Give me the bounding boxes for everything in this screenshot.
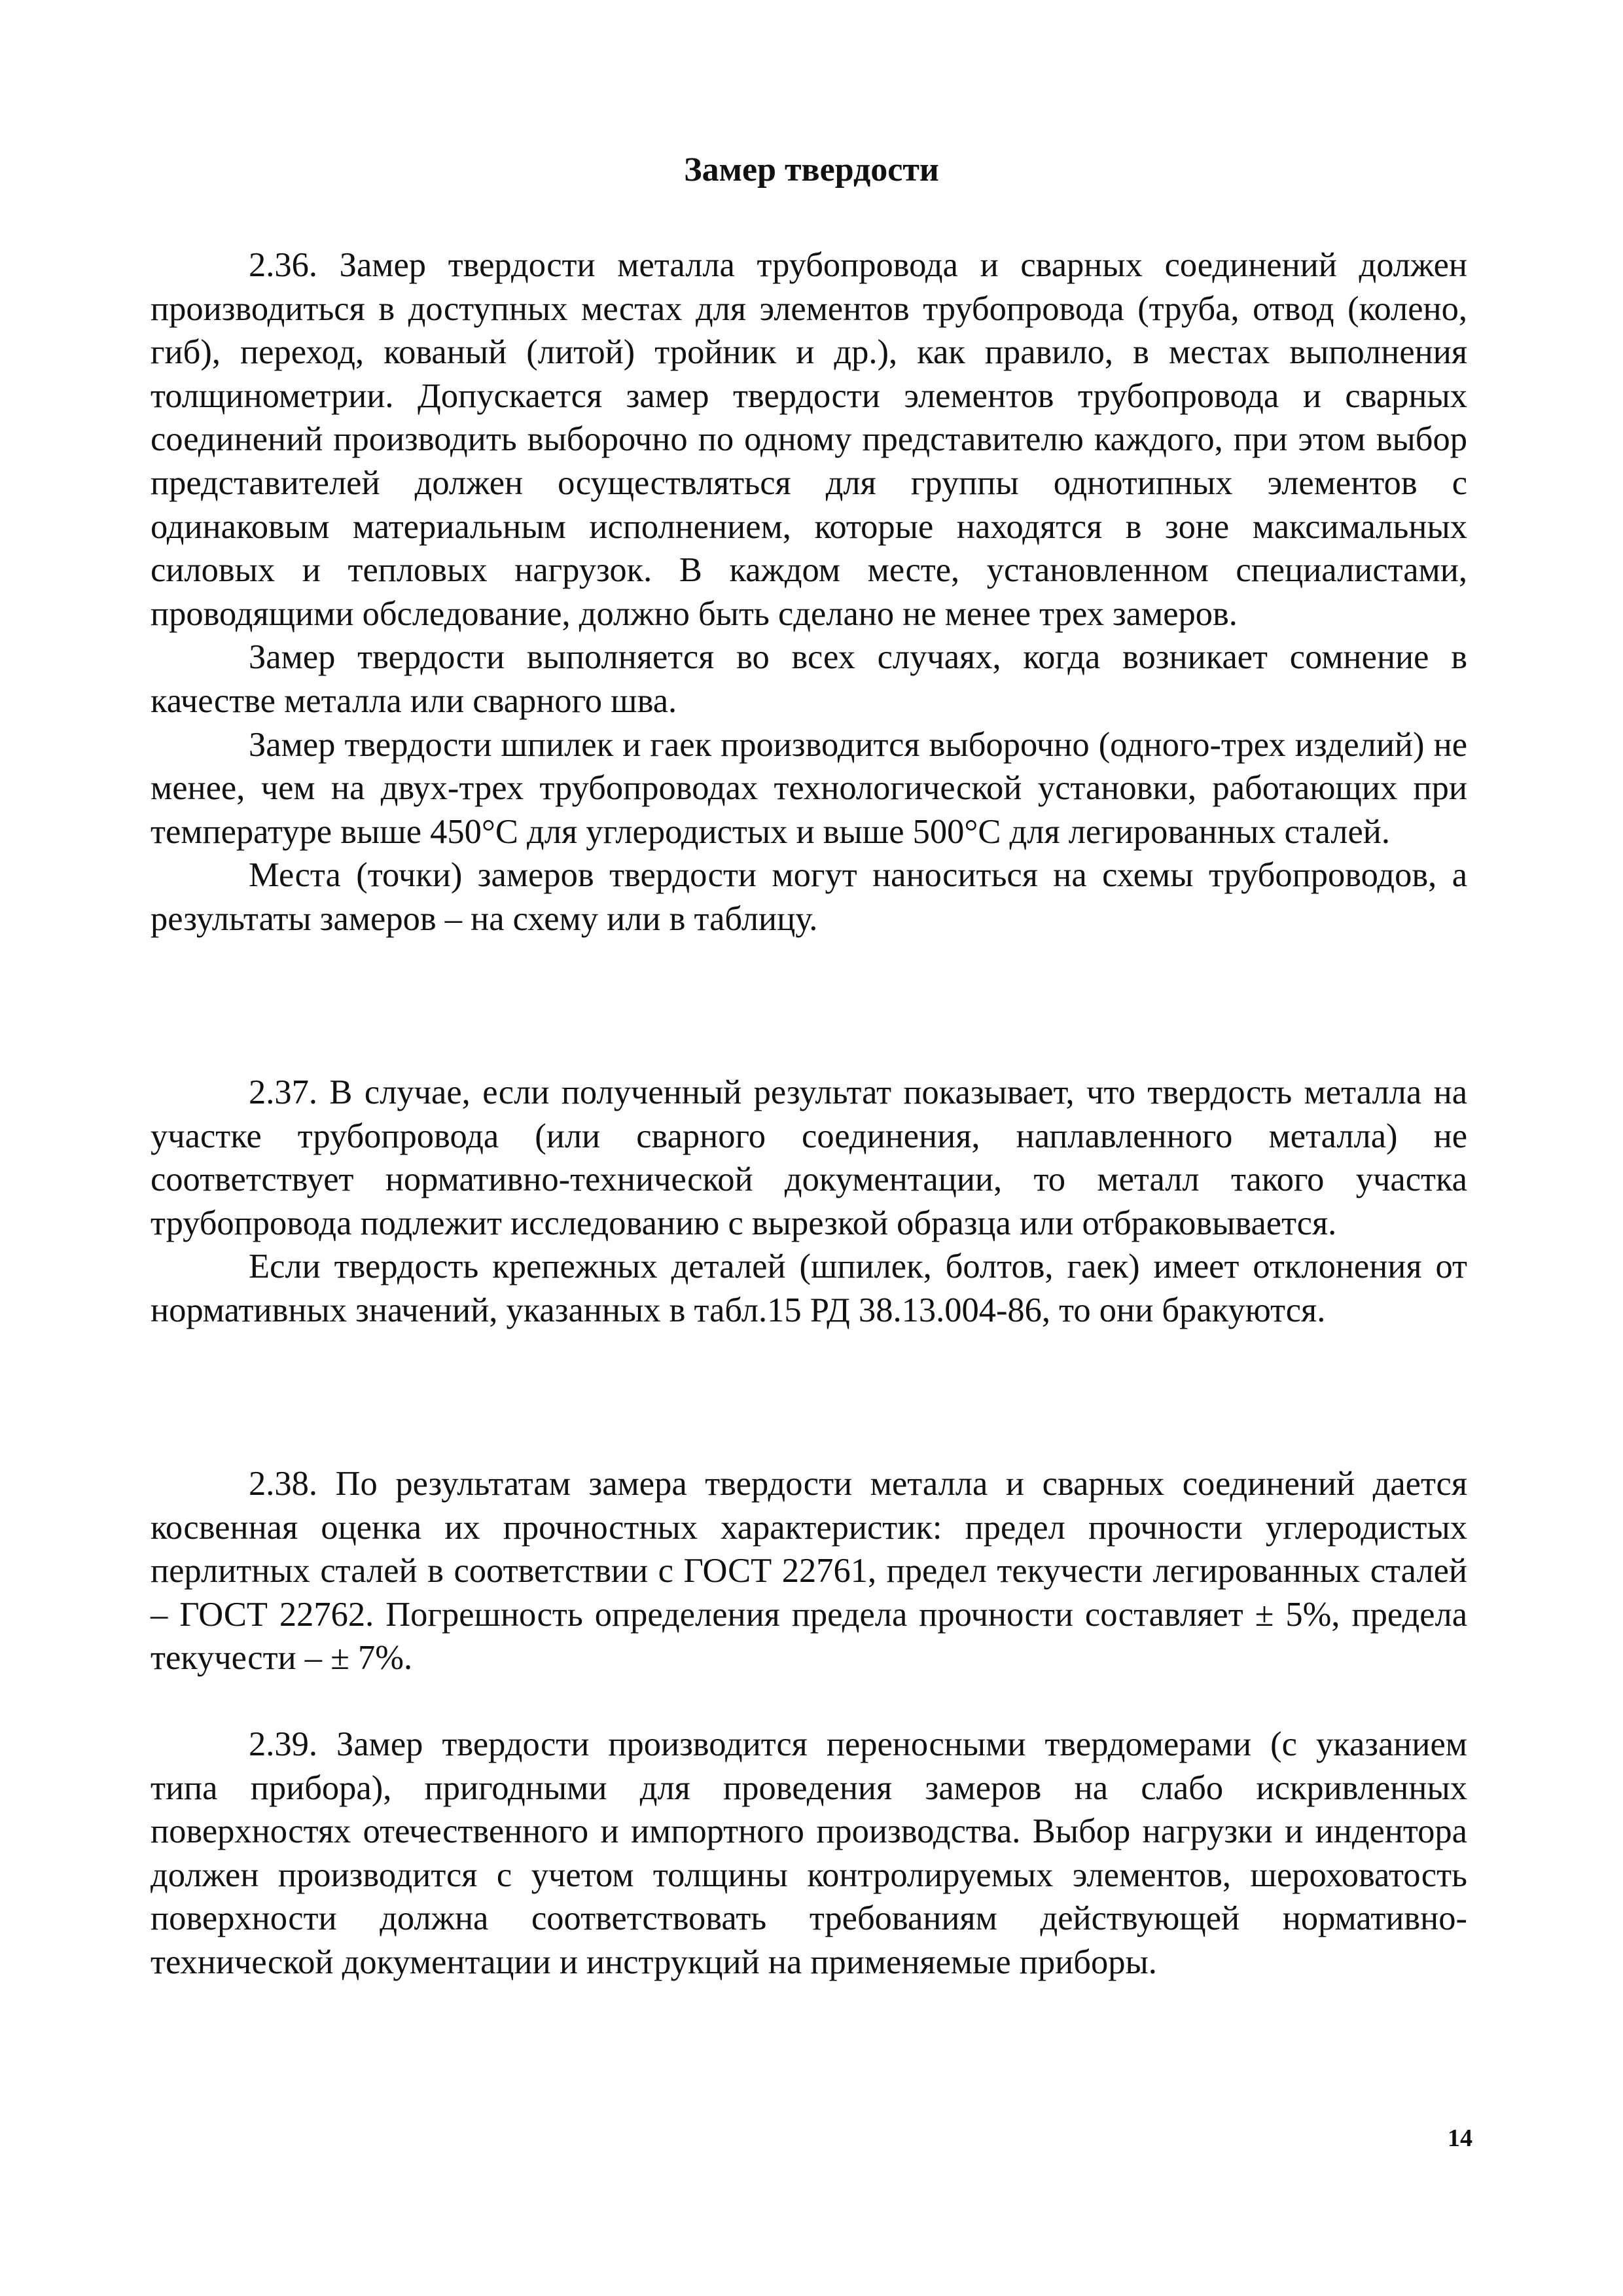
- paragraph: Замер твердости выполняется во всех случаях, когда возникает сомнение в качестве металла или сварного шва.: [151, 638, 1467, 720]
- paragraph: 2.38. По результатам замера твердости металла и сварных соединений дается косвенная оценка их прочностных характеристик: предел прочности углеродистых перлитных сталей в соответствии с ГОСТ 22761, предел текучести легированных сталей – ГОСТ 22762. Погрешность определения предела прочности составляет ± 5%, предела текучести – ± 7%.: [151, 1465, 1467, 1677]
- paragraph: 2.39. Замер твердости производится переносными твердомерами (с указанием типа прибора), пригодными для проведения замеров на слабо искривленных поверхностях отечественного и импортного производства. Выбор нагрузки и индентора должен производится с учетом толщины контролируемых элементов, шероховатость поверхности должна соответствовать требованиям действующей нормативно-технической документации и инструкций на применяемые приборы.: [151, 1725, 1467, 1981]
- paragraph: Замер твердости шпилек и гаек производится выборочно (одного-трех изделий) не менее, чем на двух-трех трубопроводах технологической установки, работающих при температуре выше 450°С для углеродистых и выше 500°С для легированных сталей.: [151, 725, 1467, 851]
- section-2-38: [151, 1462, 1467, 1680]
- section-2-39: [151, 1723, 1467, 1984]
- paragraph: Места (точки) замеров твердости могут наноситься на схемы трубопроводов, а результаты замеров – на схему или в таблицу.: [151, 856, 1467, 938]
- page-title: Замер твердости: [684, 151, 939, 188]
- paragraph: 2.36. Замер твердости металла трубопровода и сварных соединений должен производиться в доступных местах для элементов трубопровода (труба, отвод (колено, гиб), переход, кованый (литой) тройник и др.), как правило, в местах выполнения толщинометрии. Допускается замер твердости элементов трубопровода и сварных соединений производить выборочно по одному представителю каждого, при этом выбор представителей должен осуществляться для группы однотипных элементов с одинаковым материальным исполнением, которые находятся в зоне максимальных силовых и тепловых нагрузок. В каждом месте, установленном специалистами, проводящими обследование, должно быть сделано не менее трех замеров.: [151, 246, 1467, 633]
- section-2-36: [151, 243, 1467, 941]
- paragraph: 2.37. В случае, если полученный результат показывает, что твердость металла на участке трубопровода (или сварного соединения, наплавленного металла) не соответствует нормативно-технической документации, то металл такого участка трубопровода подлежит исследованию с вырезкой образца или отбраковывается.: [151, 1073, 1467, 1242]
- section-2-37: [151, 1071, 1467, 1333]
- page-number: 14: [1448, 2125, 1472, 2152]
- paragraph: Если твердость крепежных деталей (шпилек, болтов, гаек) имеет отклонения от нормативных значений, указанных в табл.15 РД 38.13.004-86, то они бракуются.: [151, 1247, 1467, 1329]
